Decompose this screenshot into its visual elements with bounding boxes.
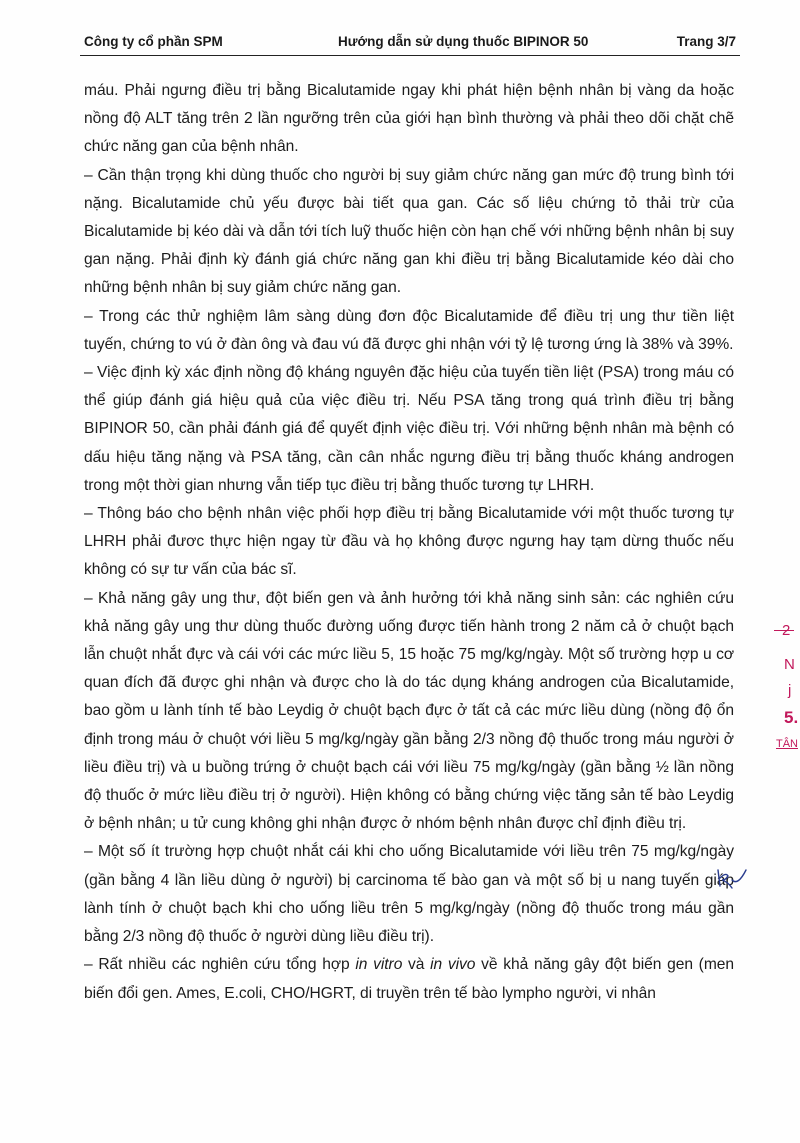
paragraph-mutagenicity xyxy=(84,951,734,1007)
header-divider xyxy=(80,55,740,56)
paragraph-carcinogenicity: – Khả năng gây ung thư, đột biến gen và ảnh hưởng tới khả năng sinh sản: các nghiên cứu khả năng gây ung thư dùng thuốc đường uống được tiến hành trong 2 năm cả ở chuột bạch lẫn chuột nhắt đực và cái với các mức liều 5, 15 hoặc 75 mg/kg/ngày. Một số trường hợp u cơ quan đích đã được ghi nhận và được cho là do tác dụng kháng androgen của Bicalutamide, bao gồm u lành tính tế bào Leydig ở chuột bạch đực ở tất cả các mức liều dùng (nồng độ ổn định trong máu ở chuột với liều 5 mg/kg/ngày gần bằng 2/3 nồng độ thuốc trong máu người ở liều điều trị) và u buồng trứng ở chuột bạch cái với liều 75 mg/kg/ngày (gần bằng ½ lần nồng độ thuốc ở mức liều điều trị ở người). Hiện không có bằng chứng việc tăng sản tế bào Leydig ở bệnh nhân; u tử cung không ghi nhận được ở nhóm bệnh nhân được chỉ định điều trị. xyxy=(84,589,734,833)
stamp-line-5: TÂN xyxy=(776,738,798,750)
paragraph-hepatic-caution: – Cần thận trọng khi dùng thuốc cho người bị suy giảm chức năng gan mức độ trung bình tới nặng. Bicalutamide chủ yếu được bài tiết qua gan. Các số liệu chứng tỏ thải trừ của Bicalutamide bị kéo dài và dẫn tới tích luỹ thuốc hiện còn hạn chế với những bệnh nhân bị suy gan nặng. Phải định kỳ đánh giá chức năng gan khi điều trị bằng Bicalutamide kéo dài cho những bệnh nhân bị suy giảm chức năng gan. xyxy=(84,166,734,297)
paragraph-lhrh-combination: – Thông báo cho bệnh nhân việc phối hợp điều trị bằng Bicalutamide với một thuốc tương tự LHRH phải đươc thực hiện ngay từ đầu và họ không được ngưng hay tạm dừng thuốc nếu không có sự tư vấn của bác sĩ. xyxy=(84,505,734,579)
page-number: Trang 3/7 xyxy=(676,34,736,49)
stamp-line-2: N xyxy=(784,656,795,673)
stamp-line-4: 5. xyxy=(784,708,799,727)
paragraph-continuation: máu. Phải ngưng điều trị bằng Bicalutamide ngay khi phát hiện bệnh nhân bị vàng da hoặc nồng độ ALT tăng trên 2 lần ngưỡng trên của giới hạn bình thường và phải theo dõi chặt chẽ chức năng gan của bệnh nhân. xyxy=(84,82,734,156)
mutagenicity-text-start: – Rất nhiều các nghiên cứu tổng hợp xyxy=(84,956,356,974)
stamp-line-3: j xyxy=(788,682,792,699)
company-name: Công ty cổ phần SPM xyxy=(84,34,223,49)
document-body xyxy=(84,77,734,1008)
paragraph-mouse-studies: – Một số ít trường hợp chuột nhắt cái khi cho uống Bicalutamide với liều trên 75 mg/kg/ngày (gần bằng 4 lần liều dùng ở người) bị carcinoma tế bào gan và một số bị u nang tuyến giáp lành tính ở chuột bạch khi cho uống liều trên 5 mg/kg/ngày (nồng độ thuốc trong máu gần bằng 2/3 nồng độ thuốc ở người dùng liều điều trị). xyxy=(84,843,734,946)
paragraph-psa-monitoring: – Việc định kỳ xác định nồng độ kháng nguyên đặc hiệu của tuyến tiền liệt (PSA) trong máu có thể giúp đánh giá hiệu quả của việc điều trị. Nếu PSA tăng trong quá trình điều trị bằng BIPINOR 50, cần phải đánh giá để quyết định việc điều trị. Với những bệnh nhân mà bệnh có dấu hiệu tăng nặng và PSA tăng, cần cân nhắc ngưng điều trị bằng thuốc kháng androgen trong một thời gian nhưng vẫn tiếp tục điều trị bằng thuốc tương tự LHRH. xyxy=(84,364,734,494)
paragraph-gynecomastia: – Trong các thử nghiệm lâm sàng dùng đơn độc Bicalutamide để điều trị ung thư tiền liệt tuyến, chứng to vú ở đàn ông và đau vú đã được ghi nhận với tỷ lệ tương ứng là 38% và 39%. xyxy=(84,307,734,353)
in-vitro-text: in vitro xyxy=(355,956,403,974)
signature-initials-icon xyxy=(712,866,752,890)
in-vivo-text: in vivo xyxy=(430,956,476,974)
document-title: Hướng dẫn sử dụng thuốc BIPINOR 50 xyxy=(338,34,589,49)
mutagenicity-text-end: về khả năng gây đột biến gen (men biến đổi gen. Ames, E.coli, CHO/HGRT, di truyền trên tế bào lympho người, vi nhân xyxy=(84,956,735,1002)
stamp-line-1: 2 xyxy=(782,622,791,639)
margin-stamp xyxy=(768,620,800,790)
mutagenicity-text-middle: và xyxy=(402,956,431,974)
page-header xyxy=(84,30,736,54)
